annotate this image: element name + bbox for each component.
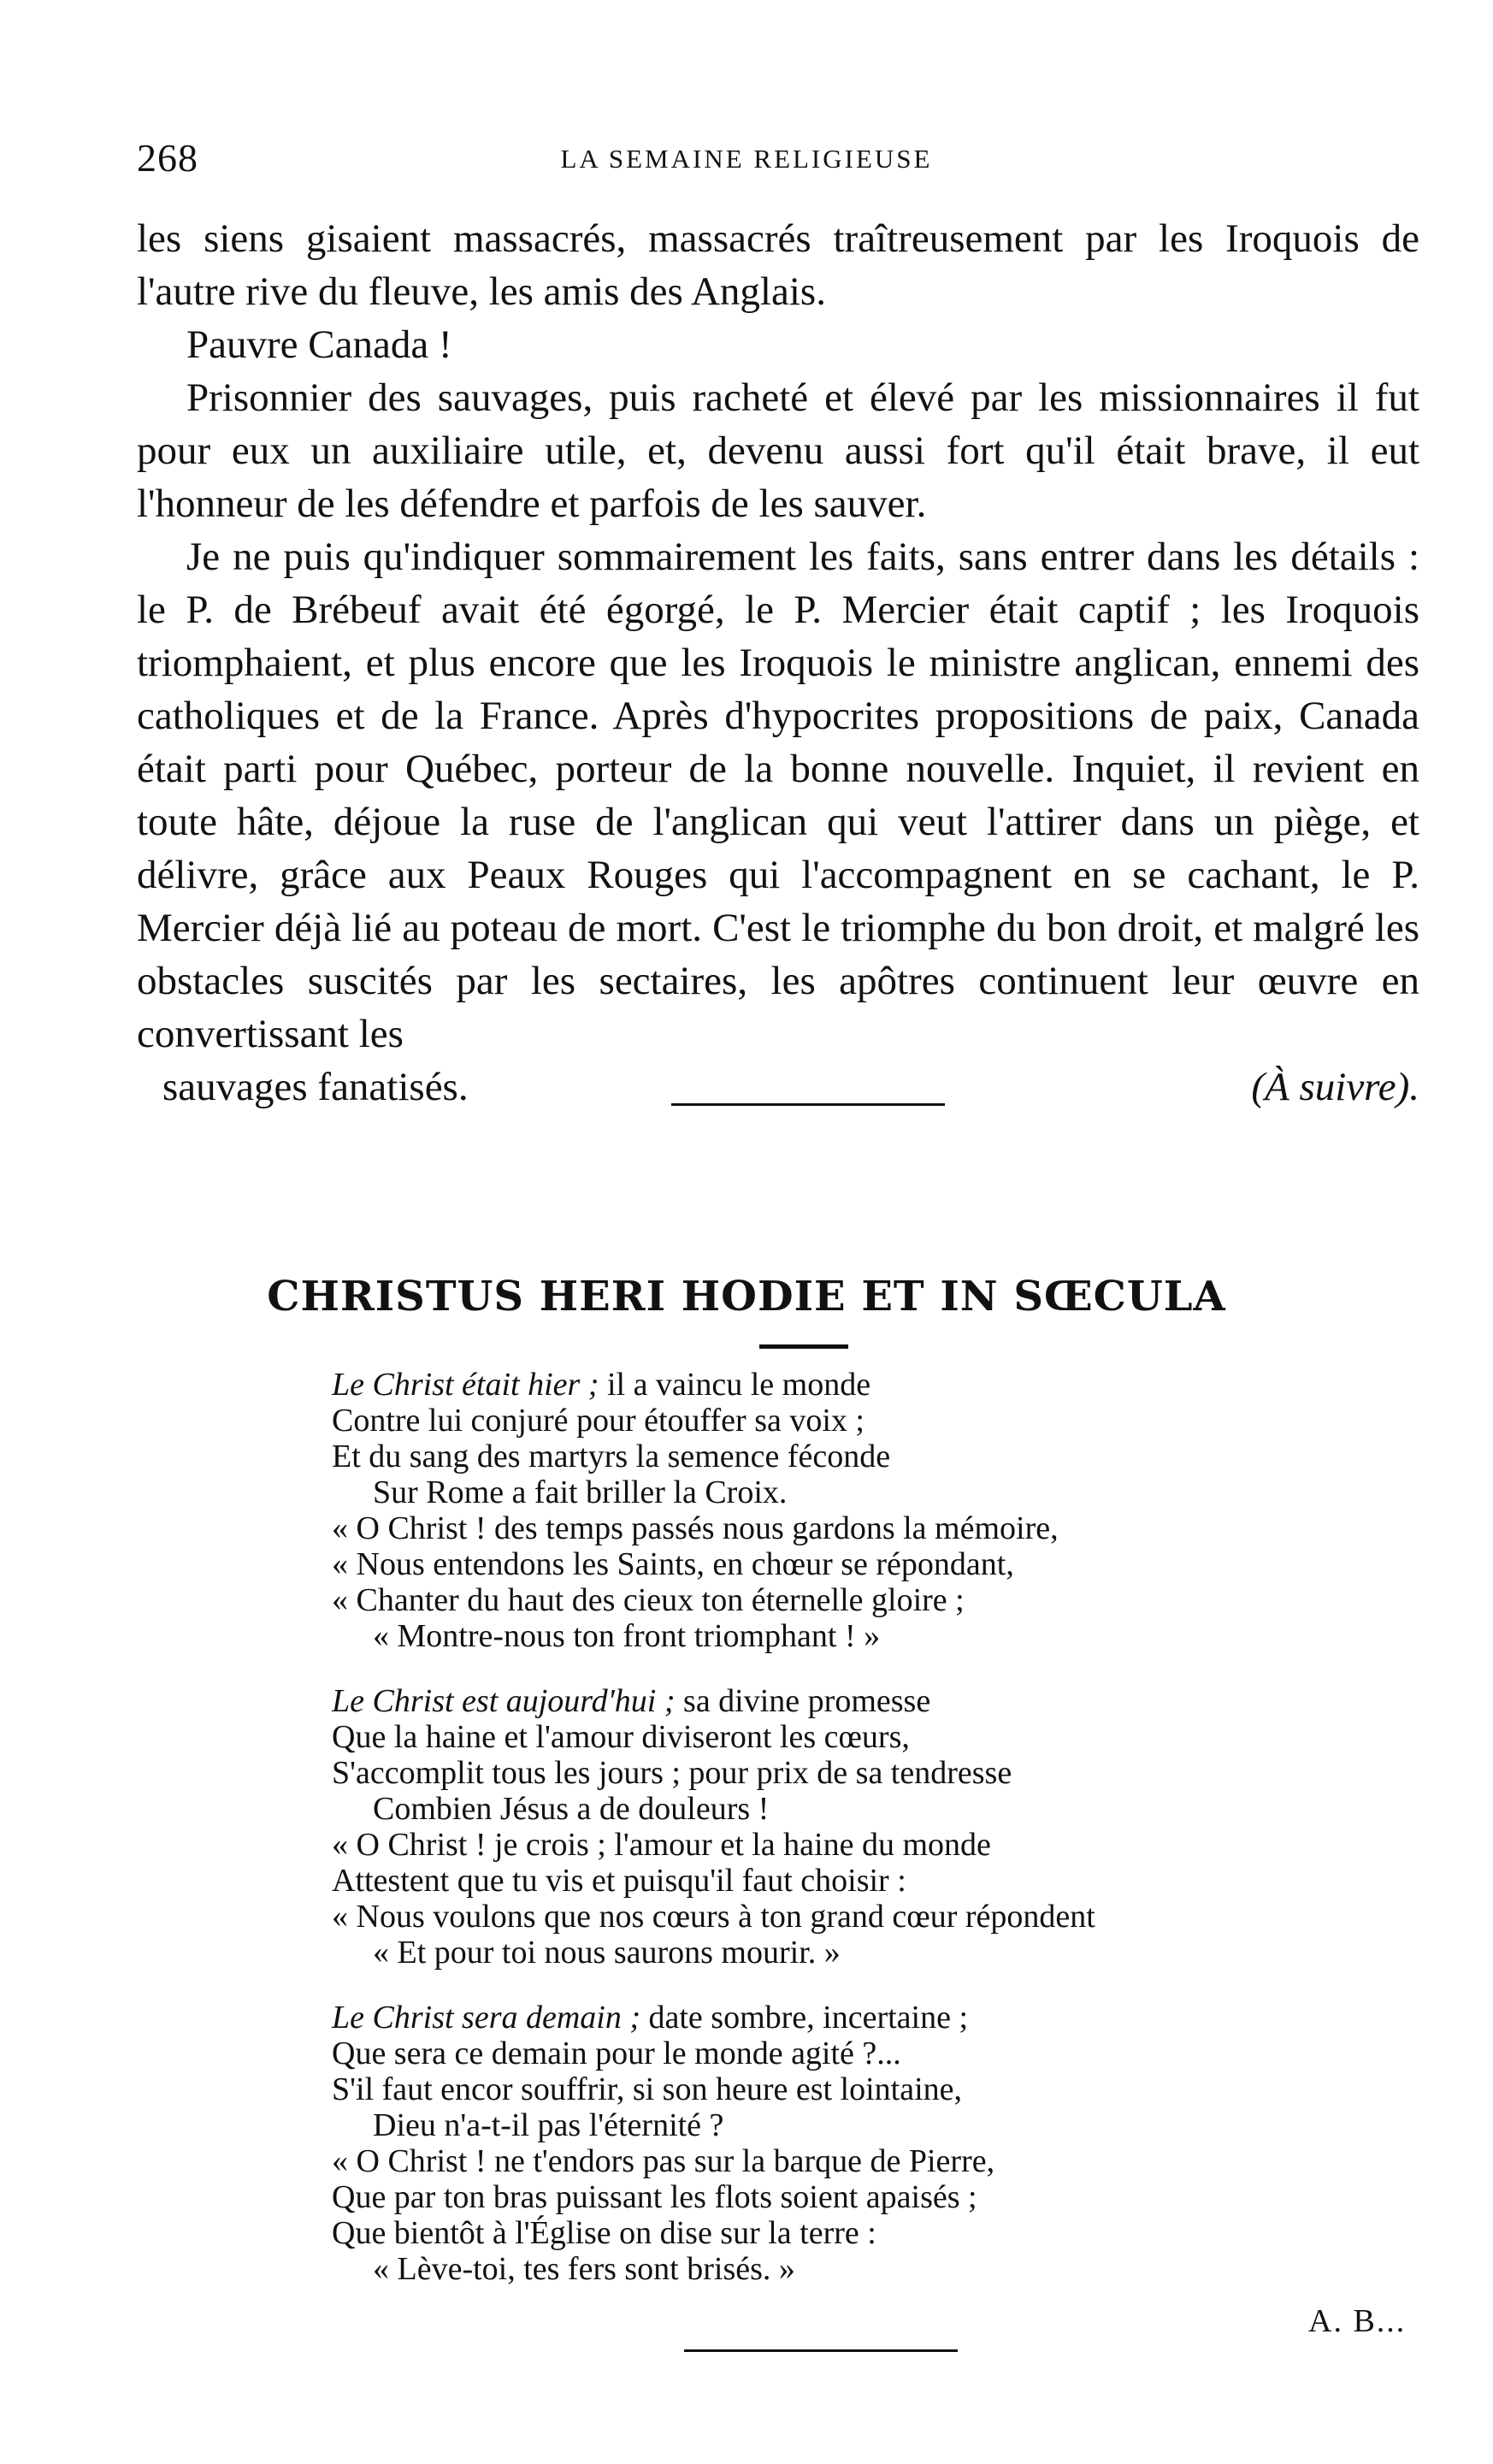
verse-line: « Chanter du haut des cieux ton éternelle gloire ; [332, 1582, 965, 1618]
verse-line: « Nous entendons les Saints, en chœur se répondant, [332, 1546, 1014, 1582]
paragraph-events: Je ne puis qu'indiquer sommairement les faits, sans entrer dans les détails : le P. de Brébeuf avait été égorgé, le P. Mercier était captif ; les Iroquois triomphaient, et plus encore que les Iroquois le ministre anglican, ennemi des catholiques et de la France. Après d'hypocrites propositions de paix, Canada était parti pour Québec, porteur de la bonne nouvelle. Inquiet, il revient en toute hâte, déjoue la ruse de l'anglican qui veut l'attirer dans un piège, et délivre, grâce aux Peaux Rouges qui l'accompagnent en se cachant, le P. Mercier déjà lié au poteau de mort. C'est le triomphe du bon droit, et malgré les obstacles suscités par les sectaires, les apôtres continuent leur œuvre en convertissant les [137, 535, 1419, 1056]
verse-line: Contre lui conjuré pour étouffer sa voix ; [332, 1403, 865, 1439]
verse-line: S'accomplit tous les jours ; pour prix de sa tendresse [332, 1755, 1012, 1791]
poem-title: CHRISTUS HERI HODIE ET IN SŒCULA [267, 1273, 1226, 1321]
running-title: LA SEMAINE RELIGIEUSE [560, 144, 933, 174]
verse-line: Combien Jésus a de douleurs ! [373, 1791, 770, 1827]
title-underline [759, 1344, 848, 1349]
verse-text: il a vaincu le monde [599, 1367, 871, 1403]
verse-line: « Et pour toi nous saurons mourir. » [373, 1935, 841, 1971]
stanza-tomorrow [332, 2000, 1401, 2287]
verse-line: Que par ton bras puissant les flots soient apaisés ; [332, 2179, 977, 2215]
end-divider [684, 2349, 958, 2352]
paragraph-prisoner: Prisonnier des sauvages, puis racheté et élevé par les missionnaires il fut pour eux un auxiliaire utile, et, devenu aussi fort qu'il était brave, il eut l'honneur de les défendre et parfois de les sauver. [137, 375, 1419, 526]
page-number: 268 [137, 136, 198, 180]
verse-refrain: Le Christ était hier ; [332, 1367, 599, 1403]
verse-line: « O Christ ! des temps passés nous gardons la mémoire, [332, 1510, 1059, 1546]
stanza-yesterday [332, 1367, 1401, 1654]
paragraph-exclamation: Pauvre Canada ! [186, 322, 452, 367]
verse-line: S'il faut encor souffrir, si son heure est lointaine, [332, 2071, 963, 2107]
verse-line: Sur Rome a fait briller la Croix. [373, 1474, 788, 1510]
poem [332, 1367, 1401, 2316]
verse-line: « Nous voulons que nos cœurs à ton grand cœur répondent [332, 1899, 1095, 1935]
verse-text: date sombre, incertaine ; [640, 2000, 969, 2036]
verse-line: « O Christ ! je crois ; l'amour et la haine du monde [332, 1827, 991, 1863]
paragraph-end-text: sauvages fanatisés. [162, 1065, 469, 1109]
verse-refrain: Le Christ est aujourd'hui ; [332, 1683, 676, 1719]
verse-line: « O Christ ! ne t'endors pas sur la barque de Pierre, [332, 2143, 995, 2179]
verse-line: Et du sang des martyrs la semence féconde [332, 1439, 891, 1474]
section-divider [671, 1103, 945, 1106]
verse-line: « Lève-toi, tes fers sont brisés. » [373, 2251, 795, 2287]
verse-line [332, 1367, 1401, 1403]
verse-line: Que bientôt à l'Église on dise sur la terre : [332, 2215, 876, 2251]
verse-line: Dieu n'a-t-il pas l'éternité ? [373, 2107, 724, 2143]
to-be-continued-note: (À suivre). [1251, 1065, 1419, 1109]
verse-line: Attestent que tu vis et puisqu'il faut choisir : [332, 1863, 906, 1899]
paragraph-last-line [137, 1061, 1419, 1114]
verse-line: Que la haine et l'amour diviseront les cœurs, [332, 1719, 910, 1755]
verse-line: « Montre-nous ton front triomphant ! » [373, 1618, 881, 1654]
verse-line [332, 2000, 1401, 2036]
verse-text: sa divine promesse [675, 1683, 931, 1719]
verse-line: Que sera ce demain pour le monde agité ?... [332, 2036, 901, 2071]
paragraph-continuation: les siens gisaient massacrés, massacrés traîtreusement par les Iroquois de l'autre rive du fleuve, les amis des Anglais. [137, 216, 1419, 314]
stanza-today [332, 1683, 1401, 1971]
verse-refrain: Le Christ sera demain ; [332, 2000, 640, 2036]
verse-line [332, 1683, 1401, 1719]
author-signature: A. B... [1308, 2303, 1407, 2339]
article-body [137, 212, 1419, 1114]
